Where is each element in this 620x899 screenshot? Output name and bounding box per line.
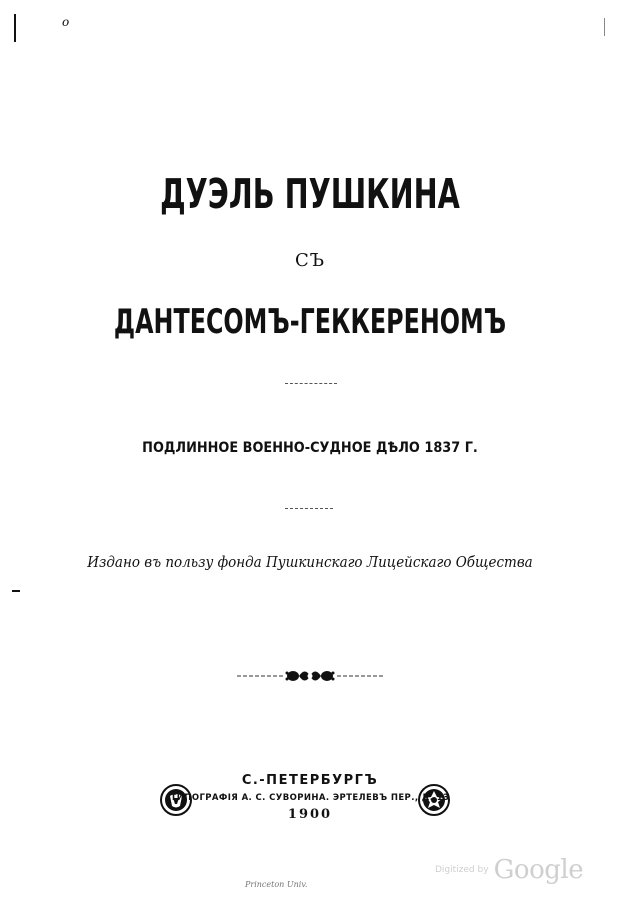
google-logo: Google — [493, 855, 584, 885]
imprint-press: ТИПОГРАФІЯ А. С. СУВОРИНА. ЭРТЕЛЕВЪ ПЕР., Д. 13 — [170, 793, 450, 803]
imprint-year: 1900 — [287, 807, 333, 822]
publication-note: Издано въ пользу фонда Пушкинскаго Лицейскаго Общества — [87, 555, 533, 571]
ornament-divider — [0, 665, 620, 687]
corner-mark: o — [62, 15, 70, 29]
library-stamp: Princeton Univ. — [245, 880, 308, 889]
imprint-city: С.-ПЕТЕРБУРГЪ — [241, 773, 379, 788]
case-description: ПОДЛИННОЕ ВОЕННО-СУДНОЕ ДѢЛО 1837 Г. — [142, 440, 478, 456]
book-subtitle: ДАНТЕСОМЪ-ГЕККЕРЕНОМЪ — [113, 302, 507, 342]
book-title: ДУЭЛЬ ПУШКИНА — [160, 170, 460, 218]
scan-mark-top-left — [14, 14, 16, 42]
watermark-prefix: Digitized by — [435, 865, 489, 875]
divider-rule-2 — [285, 508, 333, 509]
ornament-flourish-icon — [235, 665, 385, 687]
divider-rule-1 — [285, 383, 337, 384]
scan-mark-left — [12, 590, 20, 592]
title-connector: СЪ — [294, 250, 326, 271]
google-watermark — [435, 855, 583, 885]
scan-mark-top-right — [604, 18, 605, 36]
